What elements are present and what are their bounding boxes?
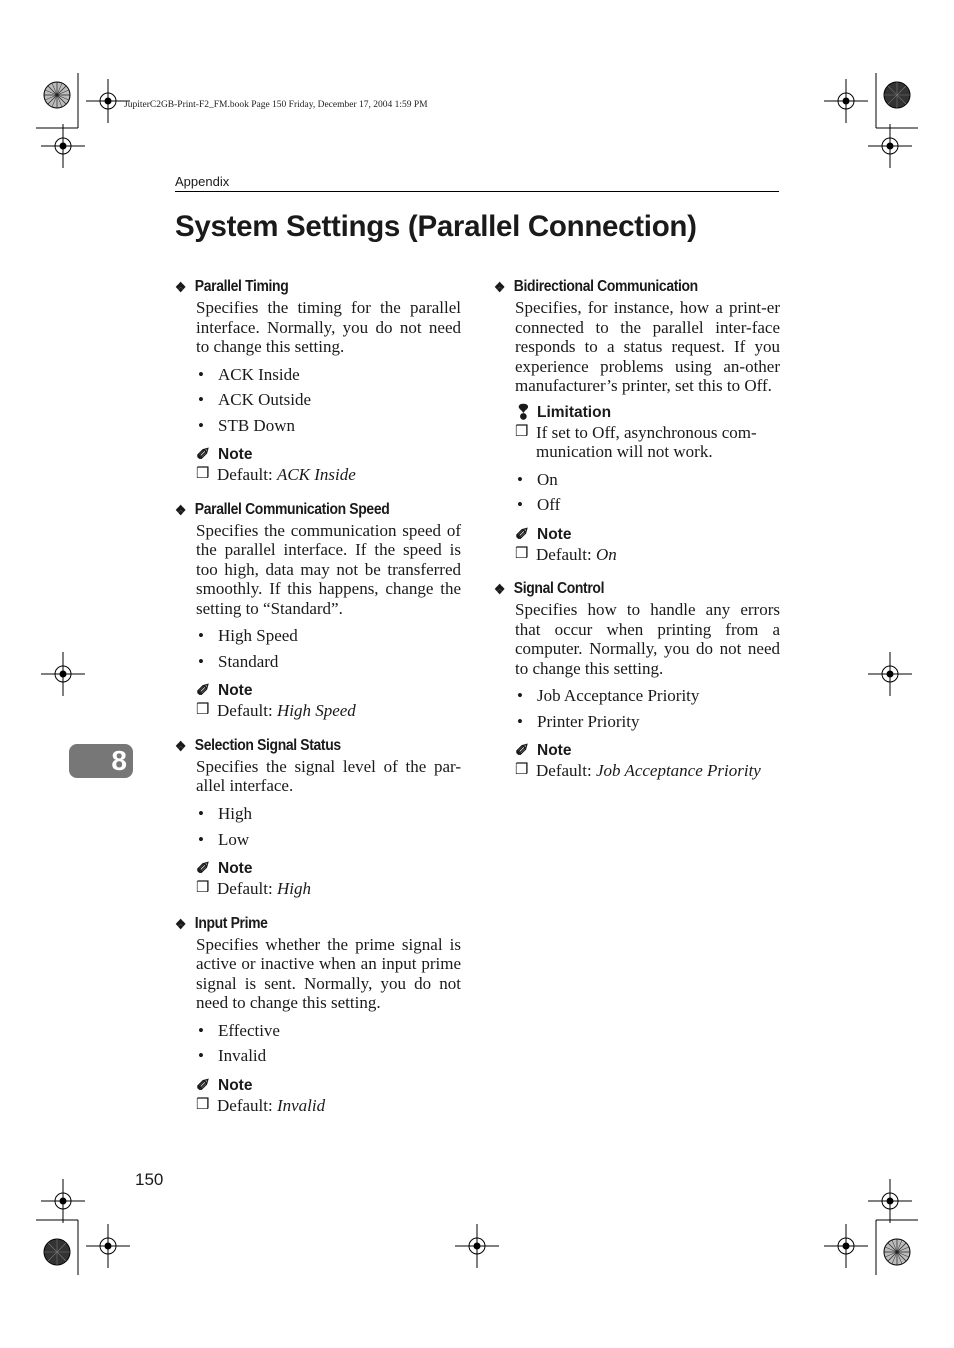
page-title: System Settings (Parallel Connection) [175, 210, 697, 243]
section-heading: Input Prime [194, 914, 268, 932]
note-label: Note [218, 860, 253, 878]
option-item: • Off [515, 492, 780, 518]
section-heading: Parallel Timing [194, 278, 289, 295]
note-label: Note [218, 1076, 253, 1094]
note-heading [196, 445, 461, 465]
pencil-icon: ✐ [196, 859, 211, 879]
section-description: Specifies, for instance, how a print-er connected to the parallel inter-face responds to a status request. If you experience problems using an-other manufacturer’s printer, set this to Off. [515, 298, 780, 395]
option-item: • High Speed [196, 623, 461, 649]
note-heading [196, 681, 461, 701]
exclamation-icon: ❢ [515, 401, 532, 424]
checkbox-bullet-icon: ❒ [196, 702, 210, 719]
option-list [196, 623, 461, 674]
option-list [196, 801, 461, 852]
note-heading [515, 525, 780, 545]
pencil-icon: ✐ [515, 741, 530, 761]
note-heading [515, 741, 780, 761]
diamond-bullet-icon: ❖ [175, 501, 186, 518]
section-input-prime [175, 913, 461, 1116]
pencil-icon: ✐ [196, 1075, 211, 1095]
option-list [196, 1018, 461, 1069]
note-heading [196, 859, 461, 879]
option-list [515, 467, 780, 518]
option-item: • Low [196, 827, 461, 853]
file-info-line: JupiterC2GB-Print-F2_FM.book Page 150 Friday, December 17, 2004 1:59 PM [124, 100, 428, 110]
diamond-bullet-icon: ❖ [175, 279, 186, 295]
diamond-bullet-icon: ❖ [494, 279, 505, 295]
left-column [175, 276, 461, 1129]
pencil-icon: ✐ [196, 445, 211, 465]
option-item: • Standard [196, 649, 461, 675]
checkbox-bullet-icon: ❒ [196, 880, 210, 897]
limitation-heading [515, 403, 780, 423]
diamond-bullet-icon: ❖ [494, 581, 505, 598]
note-label: Note [537, 525, 572, 543]
option-item: • STB Down [196, 413, 461, 439]
pencil-icon: ✐ [515, 524, 530, 544]
default-value: High [276, 879, 311, 899]
limitation-item [515, 423, 780, 462]
option-item: • Effective [196, 1018, 461, 1044]
option-item: • ACK Outside [196, 387, 461, 413]
option-item: • Invalid [196, 1043, 461, 1069]
default-value: High Speed [276, 701, 356, 721]
option-list [515, 683, 780, 734]
limitation-text: If set to Off, asynchronous com-munication will not work. [536, 422, 757, 461]
option-item: • Printer Priority [515, 709, 780, 735]
default-value: On [595, 544, 617, 564]
default-note [196, 879, 461, 899]
option-item: • Job Acceptance Priority [515, 683, 780, 709]
default-value: Invalid [276, 1095, 326, 1115]
running-header: Appendix [175, 174, 230, 189]
default-note [515, 761, 780, 781]
note-label: Note [537, 742, 572, 760]
section-description: Specifies whether the prime signal is active or inactive when an input prime signal is sent. Normally, you do not need to change this setting. [196, 934, 461, 1013]
checkbox-bullet-icon: ❒ [196, 466, 210, 483]
default-label: Default: [536, 544, 596, 564]
checkbox-bullet-icon: ❒ [515, 762, 529, 779]
section-heading: Parallel Communication Speed [194, 500, 390, 518]
note-heading [196, 1076, 461, 1096]
default-note [515, 545, 780, 565]
section-description: Specifies the timing for the parallel interface. Normally, you do not need to change this setting. [196, 298, 461, 356]
section-heading: Signal Control [513, 580, 605, 598]
note-label: Note [218, 446, 253, 464]
section-bidirectional-communication [494, 276, 780, 564]
pencil-icon: ✐ [196, 681, 211, 701]
default-label: Default: [217, 465, 277, 485]
option-item: • ACK Inside [196, 362, 461, 388]
default-label: Default: [217, 1095, 277, 1115]
chapter-tab: 8 [69, 744, 133, 778]
option-item: • High [196, 801, 461, 827]
section-parallel-communication-speed [175, 499, 461, 721]
checkbox-bullet-icon: ❒ [196, 1096, 210, 1113]
default-label: Default: [536, 761, 596, 781]
section-signal-control [494, 578, 780, 781]
default-value: ACK Inside [276, 465, 356, 485]
section-parallel-timing [175, 276, 461, 485]
default-note [196, 1096, 461, 1116]
section-selection-signal-status [175, 735, 461, 899]
page-number: 150 [135, 1170, 164, 1189]
section-heading: Bidirectional Communication [513, 278, 698, 295]
limitation-label: Limitation [537, 403, 612, 421]
diamond-bullet-icon: ❖ [175, 737, 186, 754]
default-label: Default: [217, 701, 277, 721]
section-heading: Selection Signal Status [194, 736, 341, 754]
checkbox-bullet-icon: ❒ [515, 423, 529, 440]
section-description: Specifies the signal level of the par-allel interface. [196, 756, 461, 796]
default-note [196, 701, 461, 721]
section-description: Specifies the communication speed of the parallel interface. If the speed is too high, data may not be transferred smoothly. If this happens, change the setting to “Standard”. [196, 520, 461, 618]
default-value: Job Acceptance Priority [595, 761, 761, 781]
right-column [494, 276, 780, 795]
option-list [196, 362, 461, 439]
default-note [196, 465, 461, 485]
header-rule [175, 191, 779, 192]
default-label: Default: [217, 879, 277, 899]
section-description: Specifies how to handle any errors that occur when printing from a computer. Normally, you do not need to change this setting. [515, 600, 780, 678]
option-item: • On [515, 467, 780, 493]
diamond-bullet-icon: ❖ [175, 915, 186, 932]
checkbox-bullet-icon: ❒ [515, 545, 529, 562]
note-label: Note [218, 682, 253, 700]
